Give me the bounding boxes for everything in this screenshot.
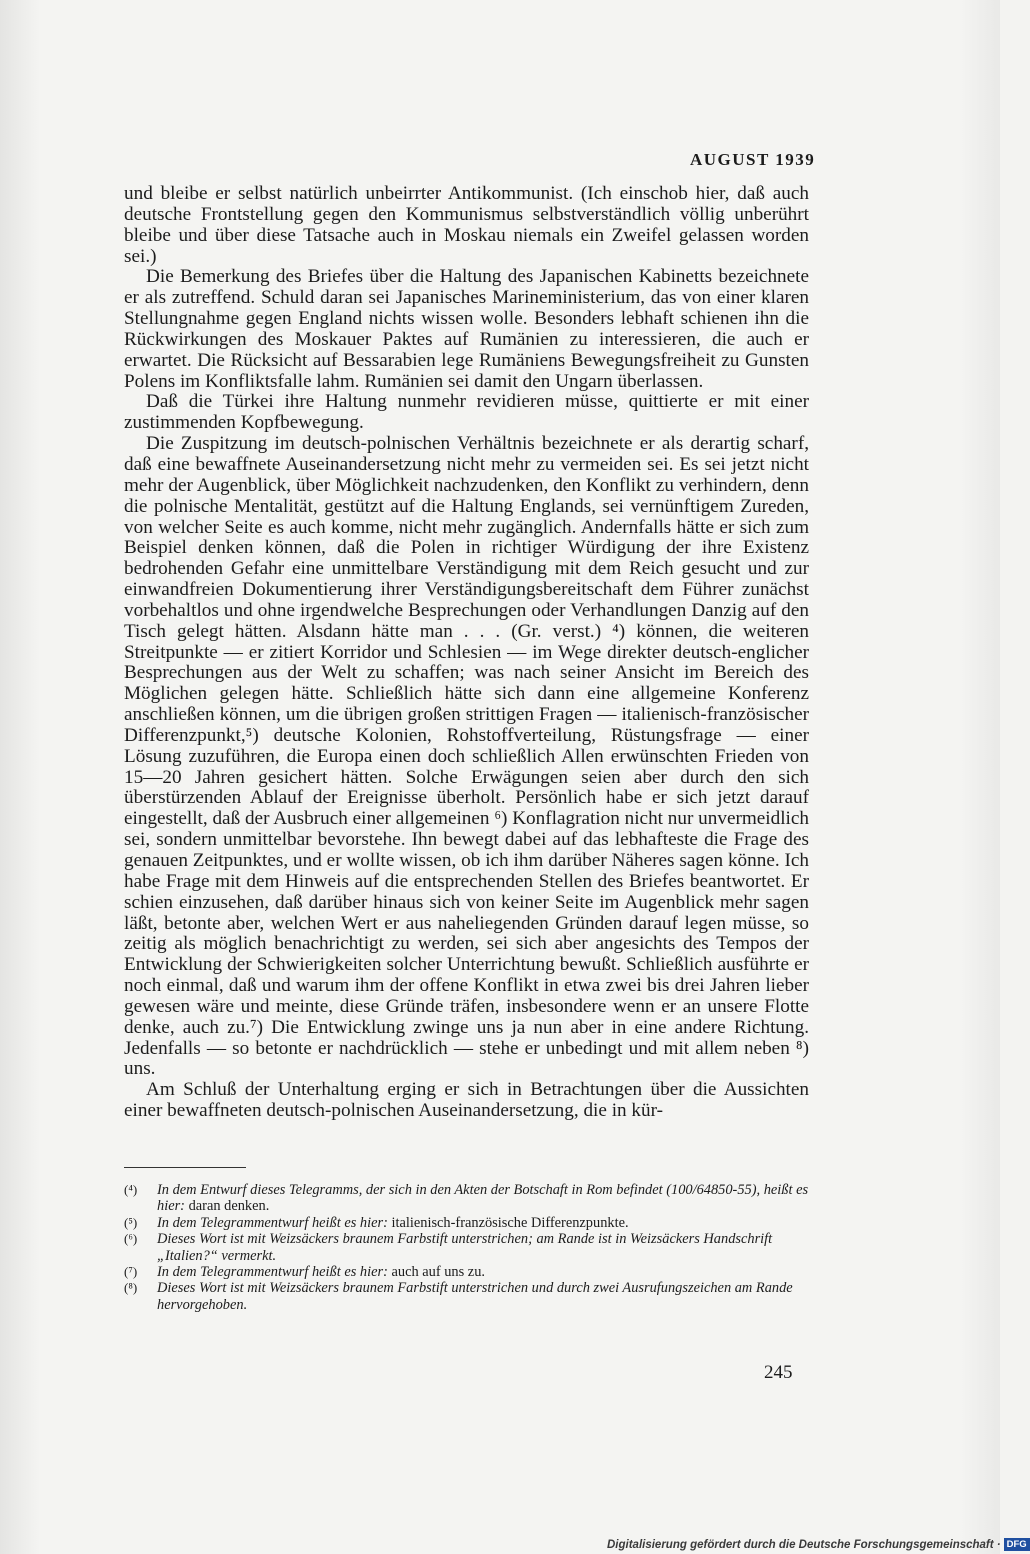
digitization-notice-text: Digitalisierung gefördert durch die Deutsche Forschungsgemeinschaft · — [607, 1538, 1001, 1551]
footnote-mark: (⁶) — [124, 1231, 138, 1247]
dfg-logo: DFG — [1004, 1538, 1030, 1551]
running-head: AUGUST 1939 — [690, 150, 816, 169]
footnote-italic-text: In dem Telegrammentwurf heißt es hier: — [157, 1264, 388, 1281]
footnote-italic-text: Dieses Wort ist mit Weizsäckers braunem Farbstift unterstrichen und durch zwei Ausrufungszeichen am Rande hervorgehoben. — [157, 1280, 793, 1313]
footnote-roman-text: daran denken. — [184, 1198, 270, 1215]
paragraph: Am Schluß der Unterhaltung erging er sich in Betrachtungen über die Aussichten einer bewaffneten deutsch-polnischen Auseinandersetzung, die in kür- — [124, 1079, 809, 1122]
footnote — [124, 1264, 809, 1280]
footnote — [124, 1231, 809, 1264]
footnotes — [124, 1182, 809, 1313]
paragraph: Die Bemerkung des Briefes über die Haltung des Japanischen Kabinetts bezeichnete er als zutreffend. Schuld daran sei Japanisches Marineministerium, das von einer klaren Stellungnahme gegen England nichts wissen wolle. Besonders lebhaft schienen ihn die Rückwirkungen des Moskauer Paktes auf Rumänien zu interessieren, die auch er erwartet. Die Rücksicht auf Bessarabien lege Rumäniens Bewegungsfreiheit zu Gunsten Polens im Konfliktsfalle lahm. Rumänien sei damit den Ungarn überlassen. — [124, 266, 809, 392]
paragraph: Daß die Türkei ihre Haltung nunmehr revidieren müsse, quittierte er mit einer zustimmenden Kopfbewegung. — [124, 391, 809, 434]
footnote — [124, 1280, 809, 1313]
footnote — [124, 1215, 809, 1231]
paragraph: Die Zuspitzung im deutsch-polnischen Verhältnis bezeichnete er als derartig scharf, daß eine bewaffnete Auseinandersetzung nicht mehr zu vermeiden sei. Es sei jetzt nicht mehr der Augenblick, über Möglichkeit nachzudenken, den Konflikt zu verhindern, denn die polnische Mentalität, gestützt auf die Haltung Englands, sei vernünftigem Zureden, von welcher Seite es auch komme, nicht mehr zugänglich. Andernfalls hätte er sich zum Beispiel denken können, daß die Polen in richtiger Würdigung der ihre Existenz bedrohenden Gefahr eine unmittelbare Verständigung mit dem Reich gesucht und zur einwandfreien Dokumentierung ihrer Verständigungsbereitschaft dem Führer zunächst vorbehaltlos und ohne irgendwelche Besprechungen oder Verhandlungen Danzig auf den Tisch gelegt hätten. Alsdann hätte man . . . (Gr. verst.) ⁴) können, die weiteren Streitpunkte — er zitiert Korridor und Schlesien — im Wege direkter deutsch-englicher Besprechungen aus der Welt zu schaffen; was nach seiner Ansicht im Bereich des Möglichen gelegen hätte. Schließlich hätte sich dann eine allgemeine Konferenz anschließen können, um die übrigen großen strittigen Fragen — italienisch-französischer Differenzpunkt,⁵) deutsche Kolonien, Rohstoffverteilung, Rüstungsfrage — einer Lösung zuzuführen, die Europa einen doch schließlich Allen erwünschten Frieden von 15—20 Jahren gesichert hätten. Solche Erwägungen seien aber durch den sich überstürzenden Ablauf der Ereignisse überholt. Persönlich habe er sich jetzt darauf eingestellt, daß der Ausbruch einer allgemeinen ⁶) Konflagration nicht nur unvermeidlich sei, sondern unmittelbar bevorstehe. Ihn bewegt dabei auf das lebhafteste die Frage des genauen Zeitpunktes, und er wollte wissen, ob ich ihm darüber Näheres sagen könne. Ich habe Frage mit dem Hinweis auf die entsprechenden Stellen des Briefes beantwortet. Er schien einzusehen, daß darüber hinaus sich von keiner Seite im Augenblick mehr sagen läßt, betonte aber, welchen Wert er aus naheliegenden Gründen darauf legen müsse, so zeitig als möglich benachrichtigt zu werden, sei sich aber angesichts des Tempos der Entwicklung der Schwierigkeiten solcher Unterrichtung bewußt. Schließlich ausführte er noch einmal, daß und warum ihm der offene Konflikt in etwa zwei bis drei Jahren lieber gewesen wäre und meinte, diese Gründe träfen, insbesondere wenn er an unsere Flotte denke, auch zu.⁷) Die Entwicklung zwinge uns ja nun aber in eine andere Richtung. Jedenfalls — so betonte er nachdrücklich — stehe er unbedingt und mit allem neben ⁸) uns. — [124, 433, 809, 1080]
footnote-roman-text: italienisch-französische Differenzpunkte. — [387, 1214, 629, 1231]
footnote-mark: (⁸) — [124, 1280, 138, 1296]
footnote-italic-text: In dem Entwurf dieses Telegramms, der sich in den Akten der Botschaft in Rom befindet (100/64850-55), heißt es hier: — [157, 1182, 809, 1215]
footnote-roman-text: auch auf uns zu. — [387, 1264, 485, 1281]
footnote — [124, 1182, 809, 1215]
body-text — [124, 184, 809, 1122]
footnote-italic-text: Dieses Wort ist mit Weizsäckers braunem Farbstift unterstrichen; am Rande ist in Weizsäckers Handschrift „Italien?“ vermerkt. — [157, 1231, 773, 1264]
footnote-mark: (⁵) — [124, 1214, 138, 1230]
footnote-separator — [124, 1167, 246, 1168]
paragraph: und bleibe er selbst natürlich unbeirrter Antikommunist. (Ich einschob hier, daß auch deutsche Frontstellung gegen den Kommunismus selbstverständlich völlig unberührt bleibe und über diese Tatsache auch in Moskau niemals ein Zweifel gelassen worden sei.) — [124, 183, 809, 267]
footnote-italic-text: In dem Telegrammentwurf heißt es hier: — [157, 1214, 388, 1231]
footnote-mark: (⁴) — [124, 1182, 138, 1197]
footnote-mark: (⁷) — [124, 1264, 138, 1280]
digitization-notice — [607, 1537, 1027, 1552]
page-number: 245 — [764, 1362, 793, 1383]
